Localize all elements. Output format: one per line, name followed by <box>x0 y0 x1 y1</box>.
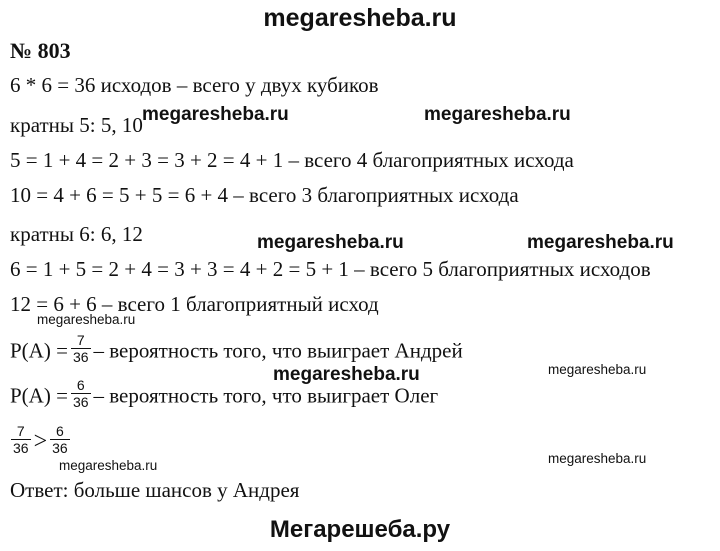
answer-line: Ответ: больше шансов у Андрея <box>10 478 300 502</box>
solution-line-2: кратны 5: 5, 10 <box>10 113 143 137</box>
fraction-numerator: 7 <box>76 332 85 348</box>
fraction-left <box>11 423 31 456</box>
watermark: megaresheba.ru <box>424 104 571 125</box>
solution-line-5: кратны 6: 6, 12 <box>10 222 143 246</box>
watermark: megaresheba.ru <box>257 232 404 253</box>
problem-number: № 803 <box>10 38 71 63</box>
solution-line-4: 10 = 4 + 6 = 5 + 5 = 6 + 4 – всего 3 благоприятных исхода <box>10 183 519 207</box>
fraction-numerator: 6 <box>56 423 64 439</box>
fraction-denominator: 36 <box>72 349 89 365</box>
watermark: megaresheba.ru <box>527 232 674 253</box>
fraction-oleg <box>71 377 91 410</box>
solution-line-6: 6 = 1 + 5 = 2 + 4 = 3 + 3 = 4 + 2 = 5 + 1 – всего 5 благоприятных исходов <box>10 257 651 281</box>
watermark: megaresheba.ru <box>548 451 647 466</box>
solution-line-3: 5 = 1 + 4 = 2 + 3 = 3 + 2 = 4 + 1 – всего 4 благоприятных исхода <box>10 148 574 172</box>
probability-oleg-text: – вероятность того, что выиграет Олег <box>93 383 439 408</box>
greater-than-sign: > <box>33 428 48 455</box>
fraction-numerator: 7 <box>16 423 25 439</box>
fraction-numerator: 6 <box>76 377 85 393</box>
watermark: megaresheba.ru <box>548 362 647 377</box>
comparison-line <box>8 423 73 460</box>
watermark: megaresheba.ru <box>37 312 136 327</box>
fraction-denominator: 36 <box>72 394 89 410</box>
probability-andrey-text: – вероятность того, что выиграет Андрей <box>93 338 463 363</box>
fraction-denominator: 36 <box>52 440 68 456</box>
site-footer: Мегарешеба.ру <box>269 516 451 543</box>
watermark: megaresheba.ru <box>273 364 420 385</box>
fraction-denominator: 36 <box>13 440 29 456</box>
watermark: megaresheba.ru <box>59 458 158 473</box>
probability-oleg-label: P(A) = <box>10 383 68 408</box>
solution-line-1: 6 * 6 = 36 исходов – всего у двух кубиков <box>10 73 379 97</box>
solution-line-7: 12 = 6 + 6 – всего 1 благоприятный исход <box>10 292 379 316</box>
fraction-right <box>50 423 70 456</box>
probability-andrey-label: P(A) = <box>10 338 68 363</box>
watermark: megaresheba.ru <box>142 104 289 125</box>
site-header: megaresheba.ru <box>263 4 457 32</box>
fraction-andrey <box>71 332 91 365</box>
